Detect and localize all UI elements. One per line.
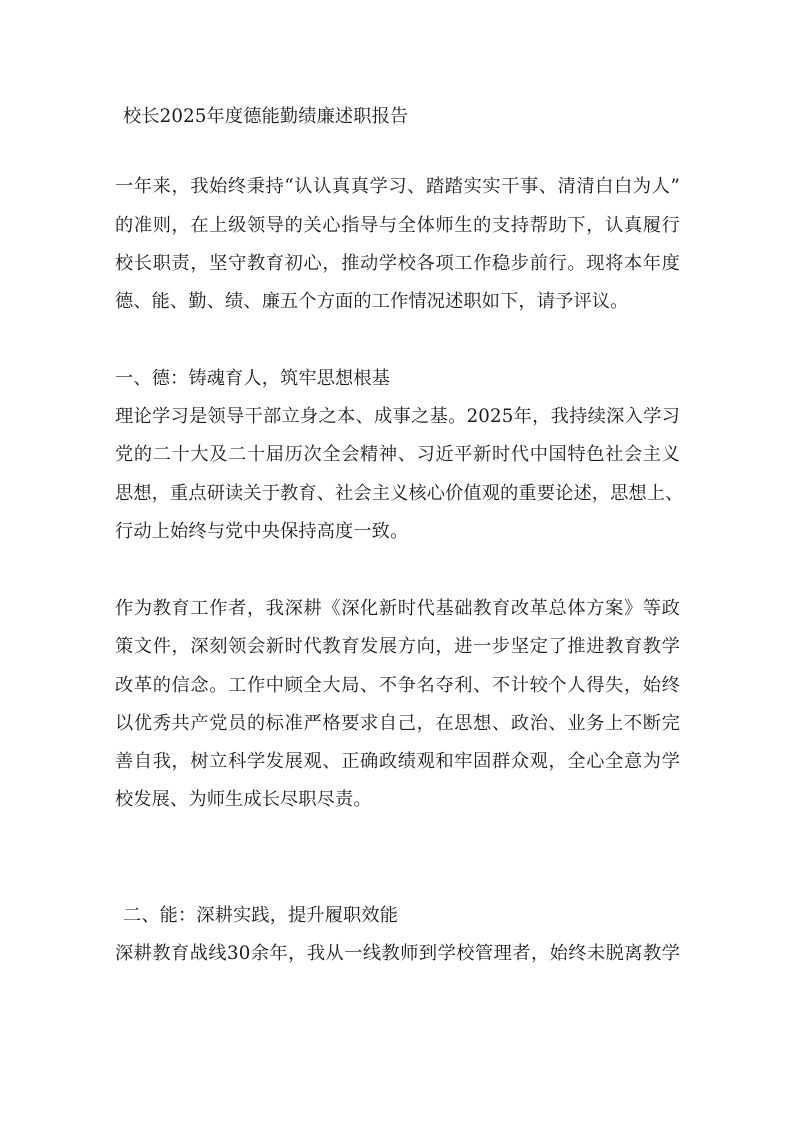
body-line: 改革的信念。工作中顾全大局、不争名夺利、不计较个人得失，始终: [115, 675, 680, 696]
body-line: 策文件，深刻领会新时代教育发展方向，进一步坚定了推进教育教学: [115, 636, 680, 657]
section-heading-de: 一、德：铸魂育人，筑牢思想根基: [115, 368, 391, 389]
intro-line: 一年来，我始终秉持“认认真真学习、踏踏实实干事、清清白白为人”: [115, 176, 680, 197]
document-title: 校长2025年度德能勤绩廉述职报告: [123, 106, 409, 127]
intro-line: 德、能、勤、绩、廉五个方面的工作情况述职如下，请予评议。: [115, 291, 629, 312]
intro-line: 的准则，在上级领导的关心指导与全体师生的支持帮助下，认真履行: [115, 215, 680, 236]
body-line: 以优秀共产党员的标准严格要求自己，在思想、政治、业务上不断完: [115, 713, 680, 734]
section-heading-neng: 二、能：深耕实践，提升履职效能: [123, 905, 399, 926]
body-line: 善自我，树立科学发展观、正确政绩观和牢固群众观，全心全意为学: [115, 751, 680, 772]
body-line: 行动上始终与党中央保持高度一致。: [115, 521, 409, 542]
body-line: 作为教育工作者，我深耕《深化新时代基础教育改革总体方案》等政: [115, 598, 680, 619]
body-line: 深耕教育战线30余年，我从一线教师到学校管理者，始终未脱离教学: [115, 943, 680, 964]
intro-line: 校长职责，坚守教育初心，推动学校各项工作稳步前行。现将本年度: [115, 253, 680, 274]
body-line: 理论学习是领导干部立身之本、成事之基。2025年，我持续深入学习: [115, 406, 680, 427]
body-line: 党的二十大及二十届历次全会精神、习近平新时代中国特色社会主义: [115, 444, 680, 465]
body-line: 校发展、为师生成长尽职尽责。: [115, 789, 372, 810]
body-line: 思想，重点研读关于教育、社会主义核心价值观的重要论述，思想上、: [115, 483, 684, 504]
